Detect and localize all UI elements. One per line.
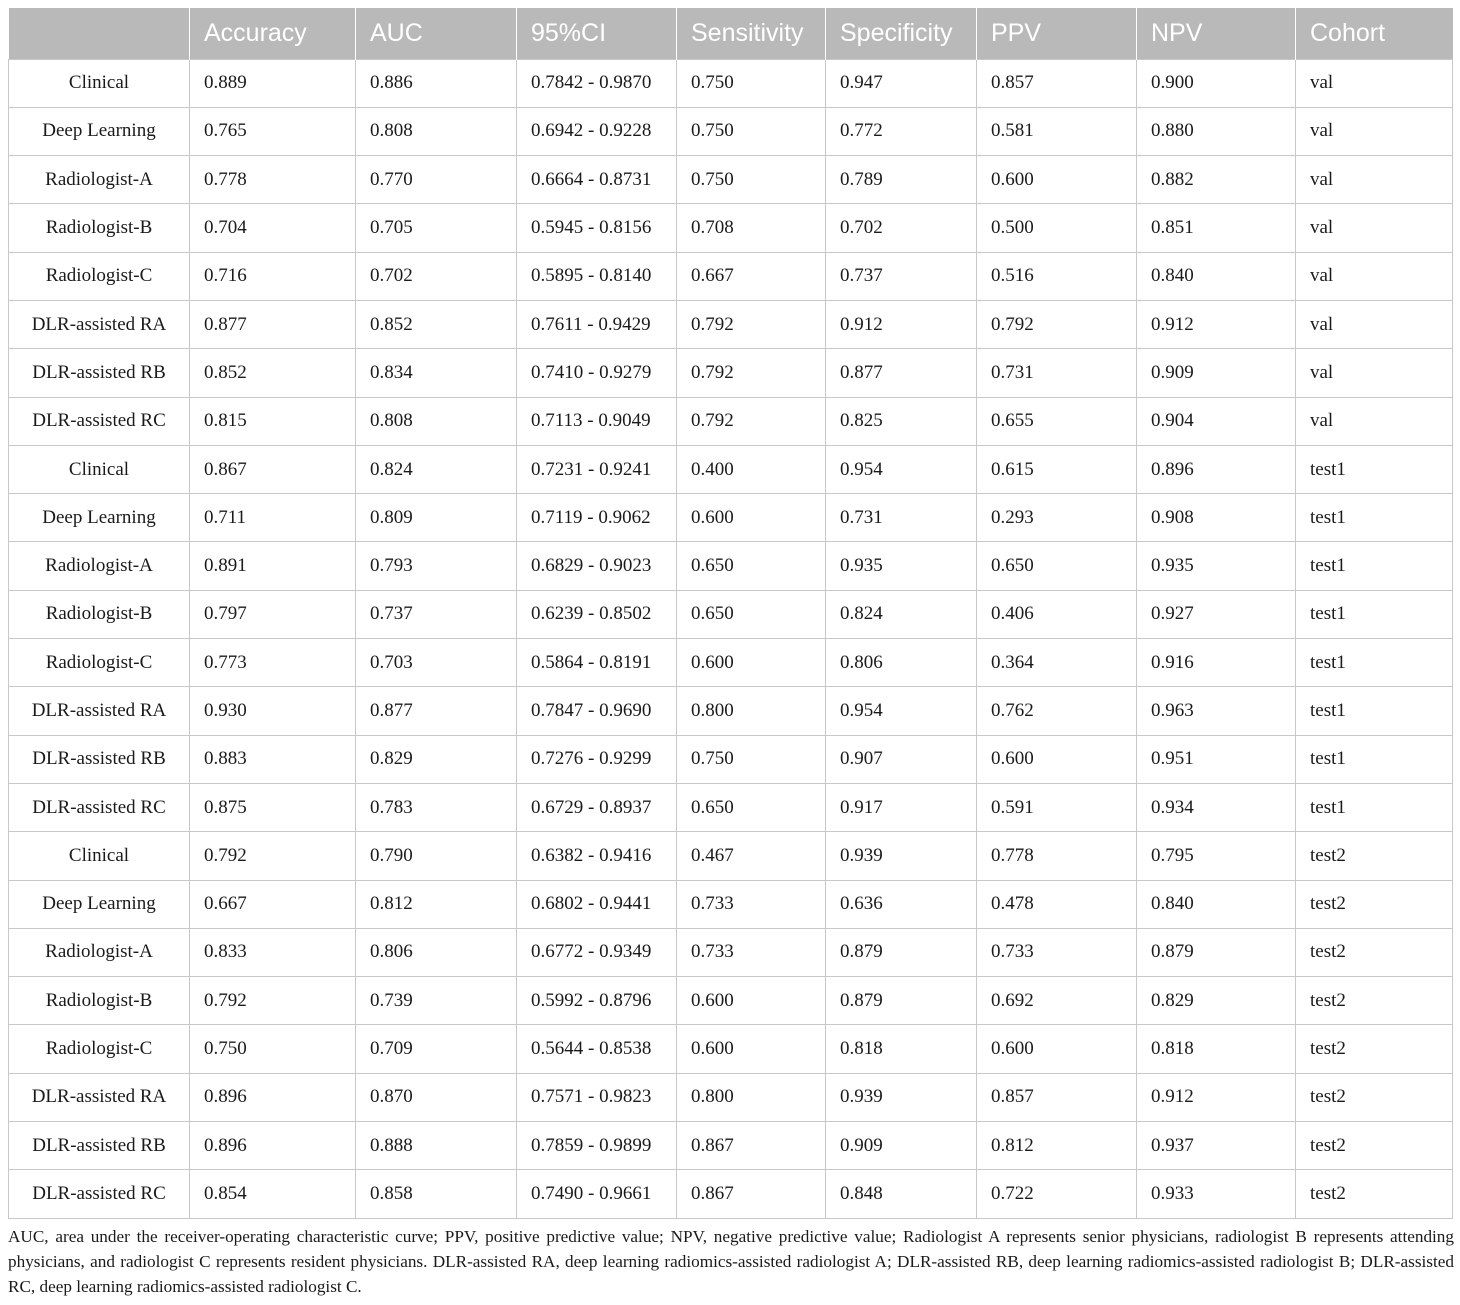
table-cell: 0.636 [826,880,977,928]
table-cell: 0.581 [977,107,1137,155]
table-body [9,59,1453,1218]
table-cell: 0.930 [190,687,356,735]
table-cell: 0.6382 - 0.9416 [517,832,677,880]
table-cell: 0.7490 - 0.9661 [517,1170,677,1218]
table-cell: 0.891 [190,542,356,590]
table-cell: 0.867 [677,1170,826,1218]
model-name-cell: DLR-assisted RC [9,397,190,445]
table-cell: 0.7847 - 0.9690 [517,687,677,735]
model-name-cell: DLR-assisted RC [9,783,190,831]
table-cell: test2 [1296,977,1453,1025]
table-cell: 0.400 [677,445,826,493]
table-row [9,639,1453,687]
table-cell: test2 [1296,928,1453,976]
table-cell: 0.703 [356,639,517,687]
table-cell: 0.833 [190,928,356,976]
table-cell: 0.733 [977,928,1137,976]
table-cell: 0.877 [826,349,977,397]
table-cell: 0.877 [190,300,356,348]
table-cell: 0.750 [677,735,826,783]
table-cell: 0.7113 - 0.9049 [517,397,677,445]
table-cell: 0.954 [826,445,977,493]
table-cell: 0.912 [826,300,977,348]
table-cell: 0.808 [356,397,517,445]
header-cell-npv: NPV [1137,8,1296,59]
table-cell: 0.6664 - 0.8731 [517,156,677,204]
table-cell: 0.840 [1137,252,1296,300]
table-cell: 0.951 [1137,735,1296,783]
table-row [9,977,1453,1025]
table-cell: 0.896 [190,1122,356,1170]
table-row [9,397,1453,445]
table-cell: 0.708 [677,204,826,252]
table-footnote: AUC, area under the receiver-operating characteristic curve; PPV, positive predictive value; NPV, negative predictive value; Radiologist A represents senior physicians, radiologist B represents attending physicians, and radiologist C represents resident physicians. DLR-assisted RA, deep learning radiomics-assisted radiologist A; DLR-assisted RB, deep learning radiomics-assisted radiologist B; DLR-assisted RC, deep learning radiomics-assisted radiologist C. [8,1227,1454,1296]
table-cell: 0.722 [977,1170,1137,1218]
table-cell: 0.857 [977,1073,1137,1121]
table-cell: 0.773 [190,639,356,687]
table-header-row [9,8,1453,59]
table-cell: 0.793 [356,542,517,590]
header-cell-95-ci: 95%CI [517,8,677,59]
table-cell: test2 [1296,880,1453,928]
table-cell: test2 [1296,1170,1453,1218]
model-name-cell: Deep Learning [9,107,190,155]
table-cell: test1 [1296,445,1453,493]
table-cell: 0.851 [1137,204,1296,252]
table-cell: 0.6802 - 0.9441 [517,880,677,928]
table-cell: 0.829 [1137,977,1296,1025]
table-cell: 0.935 [826,542,977,590]
table-cell: 0.883 [190,735,356,783]
table-cell: 0.6729 - 0.8937 [517,783,677,831]
table-cell: 0.750 [190,1025,356,1073]
table-row [9,928,1453,976]
table-cell: 0.792 [677,397,826,445]
table-cell: 0.770 [356,156,517,204]
table-cell: 0.809 [356,494,517,542]
table-cell: 0.852 [356,300,517,348]
table-row [9,300,1453,348]
table-cell: 0.834 [356,349,517,397]
model-name-cell: Clinical [9,832,190,880]
table-cell: 0.875 [190,783,356,831]
table-cell: 0.896 [1137,445,1296,493]
table-cell: 0.882 [1137,156,1296,204]
model-name-cell: Radiologist-C [9,639,190,687]
table-cell: 0.6942 - 0.9228 [517,107,677,155]
table-cell: test1 [1296,542,1453,590]
table-cell: 0.963 [1137,687,1296,735]
table-cell: 0.792 [977,300,1137,348]
model-name-cell: Radiologist-A [9,928,190,976]
table-cell: 0.909 [826,1122,977,1170]
table-cell: 0.6829 - 0.9023 [517,542,677,590]
table-cell: 0.600 [677,639,826,687]
table-cell: 0.825 [826,397,977,445]
table-cell: 0.886 [356,59,517,107]
results-table [8,8,1453,1219]
table-cell: 0.733 [677,928,826,976]
table-cell: 0.840 [1137,880,1296,928]
table-row [9,1025,1453,1073]
table-cell: 0.848 [826,1170,977,1218]
table-cell: 0.737 [826,252,977,300]
header-cell-accuracy: Accuracy [190,8,356,59]
table-cell: test1 [1296,687,1453,735]
table-cell: 0.852 [190,349,356,397]
table-cell: 0.5895 - 0.8140 [517,252,677,300]
table-cell: 0.516 [977,252,1137,300]
table-row [9,107,1453,155]
table-cell: 0.5644 - 0.8538 [517,1025,677,1073]
table-cell: val [1296,107,1453,155]
model-name-cell: DLR-assisted RA [9,687,190,735]
table-cell: 0.750 [677,59,826,107]
header-cell-auc: AUC [356,8,517,59]
table-cell: val [1296,252,1453,300]
model-name-cell: Radiologist-C [9,252,190,300]
table-cell: 0.7842 - 0.9870 [517,59,677,107]
model-name-cell: Clinical [9,445,190,493]
table-cell: 0.600 [977,735,1137,783]
table-row [9,252,1453,300]
model-name-cell: Radiologist-B [9,590,190,638]
table-cell: 0.824 [826,590,977,638]
header-cell-sensitivity: Sensitivity [677,8,826,59]
table-cell: 0.765 [190,107,356,155]
table-cell: 0.792 [190,832,356,880]
table-cell: 0.808 [356,107,517,155]
table-cell: test2 [1296,1073,1453,1121]
table-cell: 0.5945 - 0.8156 [517,204,677,252]
header-cell-specificity: Specificity [826,8,977,59]
table-cell: 0.896 [190,1073,356,1121]
table-cell: 0.939 [826,1073,977,1121]
table-cell: 0.939 [826,832,977,880]
header-cell-ppv: PPV [977,8,1137,59]
table-cell: 0.900 [1137,59,1296,107]
table-cell: 0.912 [1137,300,1296,348]
table-cell: 0.650 [677,590,826,638]
table-cell: 0.705 [356,204,517,252]
table-row [9,204,1453,252]
table-row [9,156,1453,204]
table-cell: 0.912 [1137,1073,1296,1121]
table-cell: 0.5992 - 0.8796 [517,977,677,1025]
table-cell: 0.935 [1137,542,1296,590]
table-cell: 0.739 [356,977,517,1025]
table-cell: 0.364 [977,639,1137,687]
table-cell: 0.792 [677,300,826,348]
table-cell: 0.650 [977,542,1137,590]
table-cell: 0.600 [977,156,1137,204]
table-cell: 0.406 [977,590,1137,638]
table-cell: 0.854 [190,1170,356,1218]
model-name-cell: DLR-assisted RA [9,300,190,348]
model-name-cell: Radiologist-A [9,542,190,590]
table-cell: 0.934 [1137,783,1296,831]
table-cell: 0.615 [977,445,1137,493]
model-name-cell: Radiologist-B [9,204,190,252]
table-cell: 0.904 [1137,397,1296,445]
table-cell: 0.772 [826,107,977,155]
table-cell: 0.812 [356,880,517,928]
model-name-cell: Radiologist-B [9,977,190,1025]
table-cell: 0.7119 - 0.9062 [517,494,677,542]
table-cell: 0.829 [356,735,517,783]
table-cell: 0.467 [677,832,826,880]
table-cell: val [1296,349,1453,397]
table-cell: 0.737 [356,590,517,638]
table-cell: 0.888 [356,1122,517,1170]
table-cell: 0.857 [977,59,1137,107]
table-cell: 0.789 [826,156,977,204]
table-cell: 0.5864 - 0.8191 [517,639,677,687]
header-cell-model [9,8,190,59]
model-name-cell: Deep Learning [9,494,190,542]
table-cell: 0.731 [826,494,977,542]
table-cell: 0.667 [677,252,826,300]
table-cell: 0.790 [356,832,517,880]
table-cell: 0.818 [826,1025,977,1073]
table-cell: 0.7410 - 0.9279 [517,349,677,397]
table-row [9,1073,1453,1121]
model-name-cell: DLR-assisted RC [9,1170,190,1218]
table-cell: 0.909 [1137,349,1296,397]
table-cell: 0.7859 - 0.9899 [517,1122,677,1170]
table-row [9,349,1453,397]
table-cell: 0.6772 - 0.9349 [517,928,677,976]
table-cell: 0.7231 - 0.9241 [517,445,677,493]
table-cell: 0.800 [677,687,826,735]
table-cell: 0.704 [190,204,356,252]
model-name-cell: Radiologist-A [9,156,190,204]
table-cell: test1 [1296,639,1453,687]
table-cell: 0.750 [677,156,826,204]
table-cell: 0.812 [977,1122,1137,1170]
table-cell: 0.600 [677,1025,826,1073]
table-cell: 0.7571 - 0.9823 [517,1073,677,1121]
table-cell: test2 [1296,832,1453,880]
table-cell: 0.954 [826,687,977,735]
table-row [9,880,1453,928]
table-cell: 0.879 [1137,928,1296,976]
table-cell: 0.879 [826,977,977,1025]
table-cell: 0.877 [356,687,517,735]
table-cell: 0.750 [677,107,826,155]
table-cell: val [1296,204,1453,252]
table-cell: val [1296,156,1453,204]
model-name-cell: DLR-assisted RB [9,349,190,397]
model-name-cell: DLR-assisted RA [9,1073,190,1121]
table-cell: 0.293 [977,494,1137,542]
table-cell: 0.815 [190,397,356,445]
table-cell: test2 [1296,1122,1453,1170]
table-cell: 0.916 [1137,639,1296,687]
table-row [9,735,1453,783]
table-row [9,494,1453,542]
table-cell: 0.889 [190,59,356,107]
table-cell: 0.795 [1137,832,1296,880]
table-cell: 0.6239 - 0.8502 [517,590,677,638]
table-row [9,542,1453,590]
table-row [9,445,1453,493]
table-cell: test1 [1296,783,1453,831]
table-cell: 0.806 [356,928,517,976]
table-cell: 0.731 [977,349,1137,397]
table-cell: 0.797 [190,590,356,638]
table-cell: 0.692 [977,977,1137,1025]
table-cell: test2 [1296,1025,1453,1073]
table-cell: 0.716 [190,252,356,300]
table-cell: val [1296,59,1453,107]
table-container [8,8,1452,1219]
table-cell: 0.733 [677,880,826,928]
table-cell: 0.667 [190,880,356,928]
table-cell: 0.778 [977,832,1137,880]
table-row [9,1122,1453,1170]
table-cell: 0.824 [356,445,517,493]
table-row [9,687,1453,735]
table-cell: 0.947 [826,59,977,107]
table-cell: 0.917 [826,783,977,831]
table-cell: 0.600 [677,494,826,542]
table-cell: 0.762 [977,687,1137,735]
table-cell: 0.870 [356,1073,517,1121]
table-cell: 0.858 [356,1170,517,1218]
table-row [9,590,1453,638]
table-cell: 0.792 [677,349,826,397]
table-cell: 0.702 [356,252,517,300]
table-cell: test1 [1296,590,1453,638]
table-cell: 0.879 [826,928,977,976]
table-cell: 0.7276 - 0.9299 [517,735,677,783]
table-cell: 0.937 [1137,1122,1296,1170]
model-name-cell: DLR-assisted RB [9,1122,190,1170]
model-name-cell: Radiologist-C [9,1025,190,1073]
table-cell: 0.711 [190,494,356,542]
table-cell: 0.818 [1137,1025,1296,1073]
table-cell: 0.650 [677,542,826,590]
table-cell: 0.600 [977,1025,1137,1073]
table-cell: 0.702 [826,204,977,252]
table-cell: 0.933 [1137,1170,1296,1218]
model-name-cell: Deep Learning [9,880,190,928]
model-name-cell: Clinical [9,59,190,107]
table-cell: 0.907 [826,735,977,783]
table-cell: 0.927 [1137,590,1296,638]
table-cell: 0.806 [826,639,977,687]
table-row [9,783,1453,831]
header-cell-cohort: Cohort [1296,8,1453,59]
table-cell: 0.500 [977,204,1137,252]
table-cell: 0.591 [977,783,1137,831]
table-cell: 0.783 [356,783,517,831]
table-cell: 0.778 [190,156,356,204]
table-row [9,832,1453,880]
table-cell: 0.655 [977,397,1137,445]
table-cell: val [1296,397,1453,445]
table-row [9,59,1453,107]
table-cell: val [1296,300,1453,348]
table-cell: 0.600 [677,977,826,1025]
table-cell: test1 [1296,735,1453,783]
table-cell: 0.908 [1137,494,1296,542]
table-cell: 0.478 [977,880,1137,928]
table-cell: 0.867 [677,1122,826,1170]
model-name-cell: DLR-assisted RB [9,735,190,783]
table-cell: 0.7611 - 0.9429 [517,300,677,348]
table-row [9,1170,1453,1218]
table-cell: 0.880 [1137,107,1296,155]
table-cell: 0.792 [190,977,356,1025]
table-cell: 0.709 [356,1025,517,1073]
table-cell: test1 [1296,494,1453,542]
table-cell: 0.867 [190,445,356,493]
table-cell: 0.650 [677,783,826,831]
table-cell: 0.800 [677,1073,826,1121]
